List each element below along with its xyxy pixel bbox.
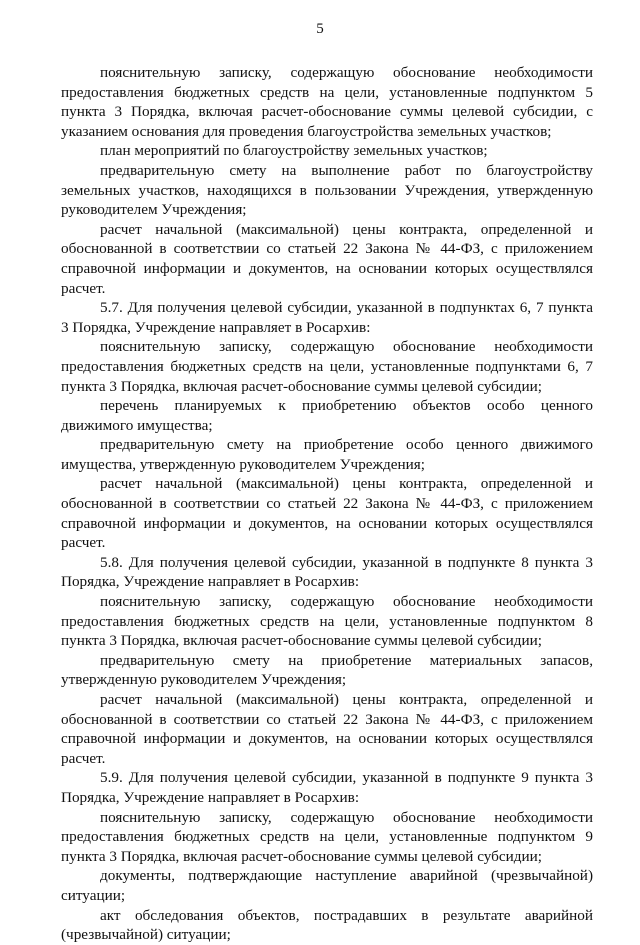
- paragraph: пояснительную записку, содержащую обоснование необходимости предоставления бюджетных средств на цели, установленные подпунктом 9 пункта 3 Порядка, включая расчет-обоснование суммы целевой субсидии;: [61, 808, 593, 865]
- paragraph: расчет начальной (максимальной) цены контракта, определенной и обоснованной в соответствии со статьей 22 Закона № 44-ФЗ, с приложением справочной информации и документов, на основании которых осуществлялся расчет.: [61, 475, 593, 552]
- paragraph: предварительную смету на выполнение работ по благоустройству земельных участков, находящихся в пользовании Учреждения, утвержденную руководителем Учреждения;: [61, 161, 593, 219]
- paragraph: акт обследования объектов, пострадавших в результате аварийной (чрезвычайной) ситуации;: [61, 906, 593, 944]
- paragraph: перечень планируемых к приобретению объектов особо ценного движимого имущества;: [61, 397, 593, 434]
- paragraph: пояснительную записку, содержащую обоснование необходимости предоставления бюджетных средств на цели, установленные подпунктом 5 пункта 3 Порядка, включая расчет-обоснование суммы целевой субсидии, с указанием основания для проведения благоустройства земельных участков;: [61, 64, 593, 140]
- document-body: [61, 63, 593, 945]
- section-heading-5-9: 5.9. Для получения целевой субсидии, указанной в подпункте 9 пункта 3 Порядка, Учреждение направляет в Росархив:: [61, 769, 593, 806]
- paragraph: пояснительную записку, содержащую обоснование необходимости предоставления бюджетных средств на цели, установленные подпунктом 8 пункта 3 Порядка, включая расчет-обоснование суммы целевой субсидии;: [61, 593, 593, 650]
- paragraph: пояснительную записку, содержащую обоснование необходимости предоставления бюджетных средств на цели, установленные подпунктами 6, 7 пункта 3 Порядка, включая расчет-обоснование суммы целевой субсидии;: [61, 338, 593, 395]
- paragraph: предварительную смету на приобретение материальных запасов, утвержденную руководителем Учреждения;: [61, 651, 593, 689]
- paragraph: расчет начальной (максимальной) цены контракта, определенной и обоснованной в соответствии со статьей 22 Закона № 44-ФЗ, с приложением справочной информации и документов, на основании которых осуществлялся расчет.: [61, 691, 593, 767]
- section-heading-5-8: 5.8. Для получения целевой субсидии, указанной в подпункте 8 пункта 3 Порядка, Учреждение направляет в Росархив:: [61, 553, 593, 591]
- paragraph: расчет начальной (максимальной) цены контракта, определенной и обоснованной в соответствии со статьей 22 Закона № 44-ФЗ, с приложением справочной информации и документов, на основании которых осуществлялся расчет.: [61, 220, 593, 297]
- paragraph: документы, подтверждающие наступление аварийной (чрезвычайной) ситуации;: [61, 867, 593, 904]
- page-number: 5: [316, 21, 324, 37]
- section-heading-5-7: 5.7. Для получения целевой субсидии, указанной в подпунктах 6, 7 пункта 3 Порядка, Учреждение направляет в Росархив:: [61, 299, 593, 336]
- paragraph: план мероприятий по благоустройству земельных участков;: [100, 142, 488, 160]
- paragraph: предварительную смету на приобретение особо ценного движимого имущества, утвержденную руководителем Учреждения;: [61, 436, 593, 473]
